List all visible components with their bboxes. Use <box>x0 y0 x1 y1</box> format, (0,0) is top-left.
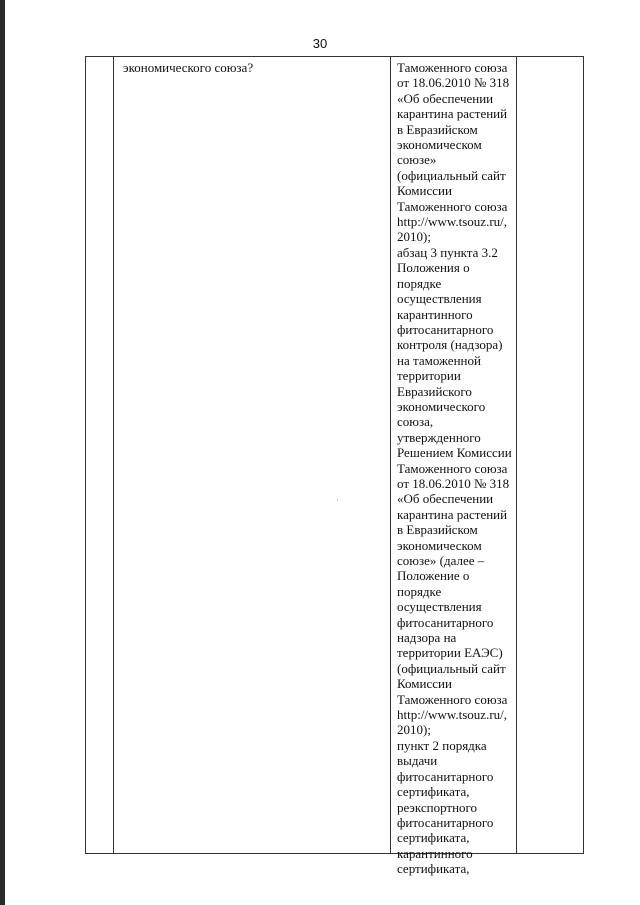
source-line: территории <box>397 368 461 384</box>
source-line: осуществления <box>397 599 482 615</box>
source-line: союзе» <box>397 152 437 168</box>
source-line: сертификата, <box>397 830 470 846</box>
source-line: 2010); <box>397 229 431 245</box>
source-line: порядке <box>397 275 442 291</box>
source-line: экономическом <box>397 537 482 553</box>
source-line: экономическом <box>397 137 482 153</box>
legal-sources-cell <box>397 60 512 877</box>
source-line: контроля (надзора) <box>397 337 503 353</box>
source-line: абзац 3 пункта 3.2 <box>397 244 498 260</box>
source-line: карантина растений <box>397 506 508 522</box>
source-line: утвержденного <box>397 429 481 445</box>
source-line: Положение о <box>397 568 470 584</box>
source-line: фитосанитарного <box>397 614 494 630</box>
source-line: Комиссии <box>397 183 452 199</box>
source-line: пункт 2 порядка <box>397 737 487 753</box>
source-line: Таможенного союза <box>397 460 508 476</box>
source-line: сертификата, <box>397 784 470 800</box>
source-line: от 18.06.2010 № 318 <box>397 475 510 491</box>
scan-left-edge <box>0 0 5 905</box>
scan-speck <box>337 499 338 500</box>
source-line: фитосанитарного <box>397 814 494 830</box>
source-line: Комиссии <box>397 676 452 692</box>
column-divider-1 <box>113 57 114 853</box>
source-line: фитосанитарного <box>397 768 494 784</box>
source-line: (официальный сайт <box>397 660 506 676</box>
source-line: сертификата, <box>397 861 470 877</box>
source-line: Таможенного союза <box>397 691 508 707</box>
source-line: экономического <box>397 398 486 414</box>
source-line: Решением Комиссии <box>397 445 512 461</box>
column-divider-3 <box>516 57 517 853</box>
source-line: Таможенного союза <box>397 60 508 75</box>
source-line: на таможенной <box>397 352 481 368</box>
source-line: союзе» (далее – <box>397 553 485 568</box>
source-line: http://www.tsouz.ru/, <box>397 707 508 723</box>
source-line: Евразийского <box>397 383 472 399</box>
source-line: осуществления <box>397 291 482 307</box>
source-line: в Евразийском <box>397 121 478 137</box>
source-line: карантинного <box>397 845 473 861</box>
source-line: порядке <box>397 583 442 599</box>
source-line: Положения о <box>397 260 470 276</box>
page-number: 30 <box>312 36 328 51</box>
source-line: в Евразийском <box>397 522 478 538</box>
source-line: выдачи <box>397 753 438 769</box>
source-line: карантинного <box>397 306 473 322</box>
source-line: фитосанитарного <box>397 321 494 337</box>
source-line: союза, <box>397 414 434 430</box>
source-line: «Об обеспечении <box>397 90 494 106</box>
source-line: http://www.tsouz.ru/, <box>397 214 508 230</box>
requirements-table <box>85 56 584 877</box>
question-cell: экономического союза? <box>123 60 254 75</box>
source-line: надзора на <box>397 630 457 646</box>
column-divider-2 <box>390 57 391 853</box>
source-line: реэкспортного <box>397 799 478 815</box>
source-line: (официальный сайт <box>397 167 506 183</box>
source-line: карантина растений <box>397 106 508 122</box>
source-line: «Об обеспечении <box>397 491 494 507</box>
source-line: Таможенного союза <box>397 198 508 214</box>
source-line: от 18.06.2010 № 318 <box>397 75 510 91</box>
source-line: территории ЕАЭС) <box>397 645 503 661</box>
source-line: 2010); <box>397 722 431 738</box>
